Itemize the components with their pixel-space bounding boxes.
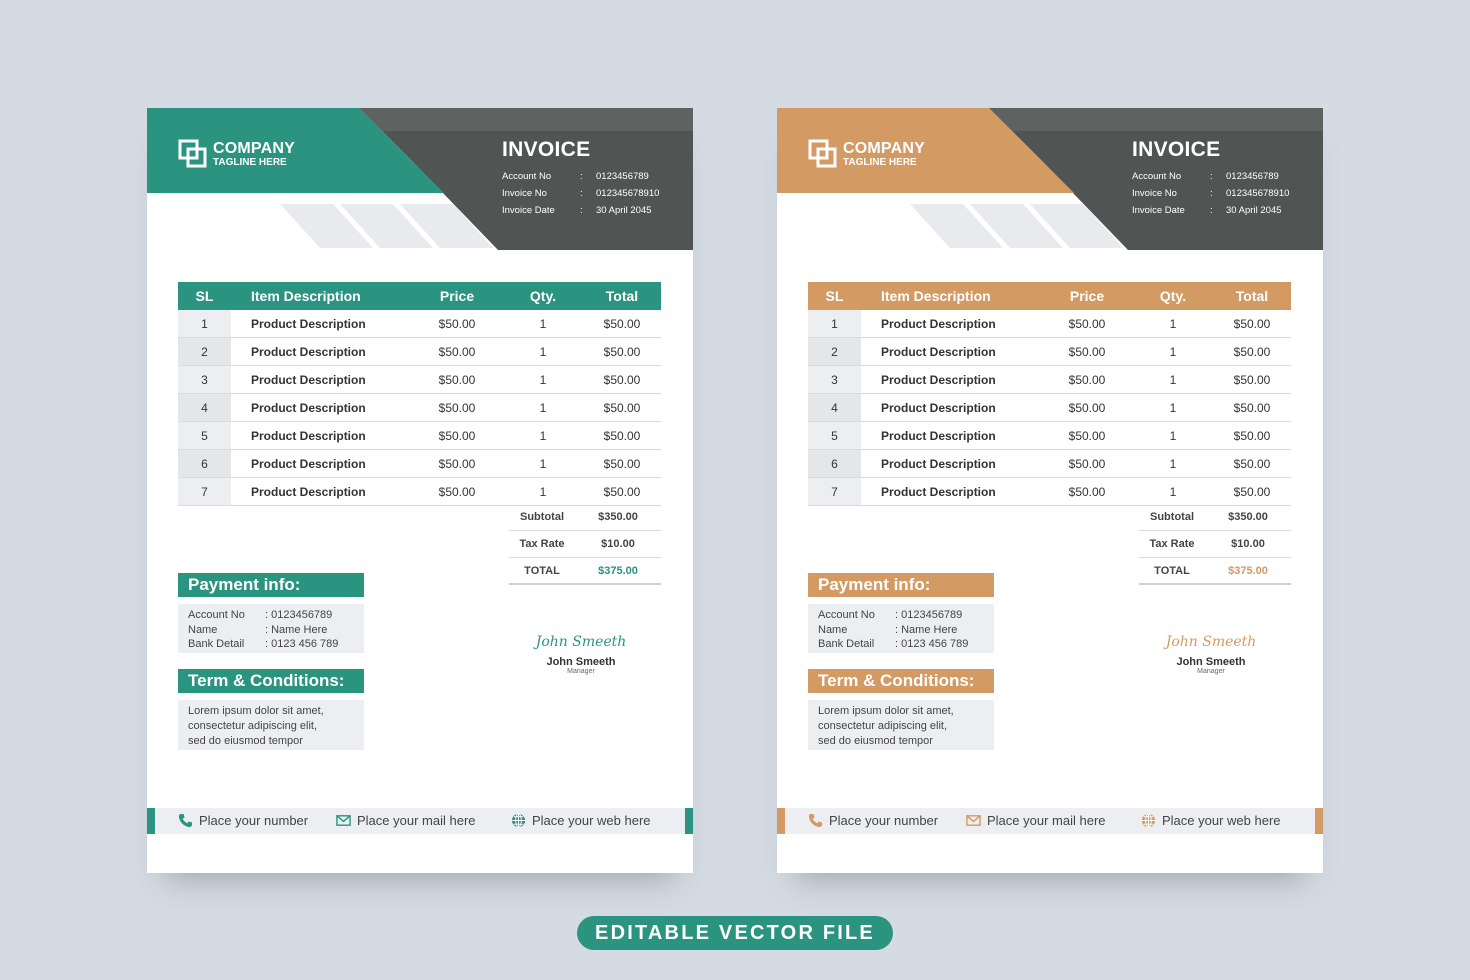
payment-value: : Name Here <box>895 623 958 636</box>
col-description: Product Description <box>881 316 996 331</box>
col-price: $50.00 <box>438 484 476 499</box>
meta-row <box>1132 185 1289 202</box>
col-description: Product Description <box>881 372 996 387</box>
terms-line: consectetur adipiscing elit, <box>818 720 948 732</box>
signature-block <box>1165 628 1257 675</box>
totals-label: Subtotal <box>1150 511 1194 523</box>
meta-label: Account No <box>502 171 552 182</box>
col-price: $50.00 <box>438 344 476 359</box>
col-price: $50.00 <box>1068 316 1106 331</box>
signature-script <box>1165 628 1257 654</box>
header-col-qty: Qty. <box>529 288 557 304</box>
col-sl: 6 <box>808 450 861 477</box>
terms-title: Term & Conditions: <box>178 669 364 693</box>
col-qty: 1 <box>1169 316 1177 331</box>
payment-value: : Name Here <box>265 623 328 636</box>
payment-value: : 0123456789 <box>895 609 963 622</box>
phone-icon <box>808 813 823 828</box>
col-total: $50.00 <box>603 484 641 499</box>
totals-row <box>1139 558 1291 585</box>
col-sl: 1 <box>178 310 231 337</box>
signer-role: Manager <box>567 668 595 675</box>
col-price: $50.00 <box>1068 400 1106 415</box>
col-total: $50.00 <box>1233 400 1271 415</box>
table-row <box>808 310 1291 338</box>
meta-colon: : <box>1210 205 1213 216</box>
col-description: Product Description <box>251 400 366 415</box>
col-sl: 7 <box>808 478 861 505</box>
col-qty: 1 <box>1169 484 1177 499</box>
meta-value: 30 April 2045 <box>1226 205 1282 216</box>
header-col-description: Item Description <box>251 288 361 304</box>
payment-row <box>188 637 354 652</box>
company-logo-icon <box>178 139 208 169</box>
col-qty: 1 <box>539 344 547 359</box>
editable-vector-badge: EDITABLE VECTOR FILE <box>577 916 893 950</box>
payment-value: : 0123 456 789 <box>895 638 969 651</box>
totals-value: $10.00 <box>1231 538 1265 550</box>
company-name: COMPANY <box>213 140 295 157</box>
table-row <box>178 450 661 478</box>
totals-row <box>509 558 661 585</box>
payment-value: : 0123 456 789 <box>265 638 339 651</box>
invoice-title: INVOICE <box>502 138 591 161</box>
col-sl: 3 <box>178 366 231 393</box>
table-row <box>178 394 661 422</box>
terms-line: Lorem ipsum dolor sit amet, <box>818 705 954 717</box>
svg-text:John Smeeth: John Smeeth <box>535 634 627 650</box>
totals-value: $375.00 <box>598 564 638 577</box>
col-qty: 1 <box>539 400 547 415</box>
col-qty: 1 <box>1169 372 1177 387</box>
col-sl: 5 <box>178 422 231 449</box>
signer-role: Manager <box>1197 668 1225 675</box>
meta-colon: : <box>1210 171 1213 182</box>
footer-web: Place your web here <box>1141 813 1281 828</box>
payment-info-box <box>808 604 994 653</box>
table-header <box>808 282 1291 310</box>
col-sl: 7 <box>178 478 231 505</box>
terms-title: Term & Conditions: <box>808 669 994 693</box>
signer-name: John Smeeth <box>546 656 616 668</box>
col-qty: 1 <box>539 456 547 471</box>
col-description: Product Description <box>251 316 366 331</box>
header-col-sl: SL <box>195 288 214 304</box>
col-total: $50.00 <box>603 344 641 359</box>
terms-line: sed do eiusmod tempor <box>818 735 933 747</box>
mail-icon <box>336 813 351 828</box>
company-tagline: TAGLINE HERE <box>213 157 287 168</box>
col-sl: 1 <box>808 310 861 337</box>
meta-label: Invoice Date <box>1132 205 1185 216</box>
col-price: $50.00 <box>438 400 476 415</box>
totals-row <box>1139 531 1291 558</box>
payment-row <box>818 623 984 638</box>
col-total: $50.00 <box>1233 484 1271 499</box>
col-price: $50.00 <box>438 428 476 443</box>
payment-info-title: Payment info: <box>808 573 994 597</box>
meta-label: Account No <box>1132 171 1182 182</box>
footer-phone: Place your number <box>178 813 308 828</box>
invoice-sheet-orange <box>777 108 1323 873</box>
meta-row <box>502 202 659 219</box>
col-total: $50.00 <box>1233 344 1271 359</box>
col-sl: 6 <box>178 450 231 477</box>
col-description: Product Description <box>251 372 366 387</box>
meta-value: 30 April 2045 <box>596 205 652 216</box>
col-description: Product Description <box>881 456 996 471</box>
totals-row <box>1139 504 1291 531</box>
terms-line: consectetur adipiscing elit, <box>188 720 318 732</box>
table-row <box>178 310 661 338</box>
totals-label: Tax Rate <box>1149 538 1195 550</box>
phone-icon <box>178 813 193 828</box>
col-qty: 1 <box>1169 428 1177 443</box>
terms-box <box>178 700 364 750</box>
col-description: Product Description <box>251 484 366 499</box>
payment-label: Name <box>818 623 848 636</box>
col-price: $50.00 <box>438 456 476 471</box>
header-col-qty: Qty. <box>1159 288 1187 304</box>
totals-label: TOTAL <box>1154 564 1190 577</box>
table-row <box>808 366 1291 394</box>
header-col-sl: SL <box>825 288 844 304</box>
meta-row <box>502 185 659 202</box>
meta-row <box>1132 168 1289 185</box>
header-col-price: Price <box>1069 288 1105 304</box>
payment-label: Bank Detail <box>188 638 245 651</box>
signer-name: John Smeeth <box>1176 656 1246 668</box>
mail-icon <box>966 813 981 828</box>
footer-phone: Place your number <box>808 813 938 828</box>
col-total: $50.00 <box>603 400 641 415</box>
meta-row <box>502 168 659 185</box>
payment-info-title: Payment info: <box>178 573 364 597</box>
contact-footer <box>777 808 1323 834</box>
meta-label: Invoice Date <box>502 205 555 216</box>
payment-label: Bank Detail <box>818 638 875 651</box>
payment-row <box>188 608 354 623</box>
company-logo-icon <box>808 139 838 169</box>
col-total: $50.00 <box>1233 456 1271 471</box>
table-row <box>808 394 1291 422</box>
col-price: $50.00 <box>1068 344 1106 359</box>
table-row <box>808 450 1291 478</box>
meta-colon: : <box>1210 188 1213 199</box>
totals-row <box>509 504 661 531</box>
invoice-meta <box>1132 168 1289 219</box>
col-qty: 1 <box>1169 456 1177 471</box>
payment-label: Account No <box>188 609 245 622</box>
table-row <box>178 422 661 450</box>
col-sl: 4 <box>808 394 861 421</box>
svg-text:John Smeeth: John Smeeth <box>1165 634 1257 650</box>
totals-value: $10.00 <box>601 538 635 550</box>
col-sl: 2 <box>808 338 861 365</box>
header-col-description: Item Description <box>881 288 991 304</box>
items-table <box>178 282 661 506</box>
col-qty: 1 <box>539 484 547 499</box>
totals-block <box>509 504 661 585</box>
col-description: Product Description <box>881 484 996 499</box>
col-price: $50.00 <box>1068 372 1106 387</box>
col-total: $50.00 <box>1233 372 1271 387</box>
table-row <box>178 338 661 366</box>
invoice-sheet-green <box>147 108 693 873</box>
col-total: $50.00 <box>603 456 641 471</box>
payment-label: Account No <box>818 609 875 622</box>
payment-row <box>818 637 984 652</box>
table-body <box>178 310 661 506</box>
items-table <box>808 282 1291 506</box>
terms-line: sed do eiusmod tempor <box>188 735 303 747</box>
totals-row <box>509 531 661 558</box>
totals-value: $375.00 <box>1228 564 1268 577</box>
payment-row <box>818 608 984 623</box>
globe-icon <box>511 813 526 828</box>
col-price: $50.00 <box>1068 456 1106 471</box>
invoice-title: INVOICE <box>1132 138 1221 161</box>
signature-block <box>535 628 627 675</box>
payment-label: Name <box>188 623 218 636</box>
col-price: $50.00 <box>438 316 476 331</box>
col-total: $50.00 <box>603 428 641 443</box>
meta-row <box>1132 202 1289 219</box>
totals-value: $350.00 <box>1228 511 1268 523</box>
meta-colon: : <box>580 171 583 182</box>
col-description: Product Description <box>251 428 366 443</box>
col-total: $50.00 <box>1233 316 1271 331</box>
table-row <box>178 366 661 394</box>
table-row <box>178 478 661 506</box>
meta-value: 0123456789 <box>1226 171 1279 182</box>
company-tagline: TAGLINE HERE <box>843 157 917 168</box>
col-total: $50.00 <box>603 316 641 331</box>
invoice-meta <box>502 168 659 219</box>
totals-block <box>1139 504 1291 585</box>
table-row <box>808 338 1291 366</box>
col-description: Product Description <box>881 344 996 359</box>
col-description: Product Description <box>251 456 366 471</box>
terms-box <box>808 700 994 750</box>
col-qty: 1 <box>1169 344 1177 359</box>
footer-mail: Place your mail here <box>966 813 1106 828</box>
col-price: $50.00 <box>438 372 476 387</box>
col-sl: 4 <box>178 394 231 421</box>
payment-value: : 0123456789 <box>265 609 333 622</box>
col-description: Product Description <box>251 344 366 359</box>
col-price: $50.00 <box>1068 484 1106 499</box>
table-header <box>178 282 661 310</box>
col-total: $50.00 <box>1233 428 1271 443</box>
table-row <box>808 422 1291 450</box>
header-col-price: Price <box>439 288 475 304</box>
col-sl: 5 <box>808 422 861 449</box>
header-col-total: Total <box>1235 288 1269 304</box>
globe-icon <box>1141 813 1156 828</box>
col-description: Product Description <box>881 428 996 443</box>
meta-colon: : <box>580 205 583 216</box>
contact-footer <box>147 808 693 834</box>
header-col-total: Total <box>605 288 639 304</box>
totals-label: TOTAL <box>524 564 560 577</box>
meta-value: 012345678910 <box>596 188 660 199</box>
col-qty: 1 <box>539 428 547 443</box>
col-total: $50.00 <box>603 372 641 387</box>
company-name: COMPANY <box>843 140 925 157</box>
table-body <box>808 310 1291 506</box>
meta-label: Invoice No <box>502 188 547 199</box>
meta-colon: : <box>580 188 583 199</box>
col-qty: 1 <box>1169 400 1177 415</box>
footer-mail: Place your mail here <box>336 813 476 828</box>
signature-script <box>535 628 627 654</box>
col-sl: 3 <box>808 366 861 393</box>
terms-line: Lorem ipsum dolor sit amet, <box>188 705 324 717</box>
table-row <box>808 478 1291 506</box>
meta-value: 0123456789 <box>596 171 649 182</box>
payment-row <box>188 623 354 638</box>
meta-value: 012345678910 <box>1226 188 1290 199</box>
payment-info-box <box>178 604 364 653</box>
totals-value: $350.00 <box>598 511 638 523</box>
totals-label: Tax Rate <box>519 538 565 550</box>
col-qty: 1 <box>539 372 547 387</box>
footer-web: Place your web here <box>511 813 651 828</box>
col-price: $50.00 <box>1068 428 1106 443</box>
totals-label: Subtotal <box>520 511 564 523</box>
meta-label: Invoice No <box>1132 188 1177 199</box>
col-description: Product Description <box>881 400 996 415</box>
col-qty: 1 <box>539 316 547 331</box>
col-sl: 2 <box>178 338 231 365</box>
